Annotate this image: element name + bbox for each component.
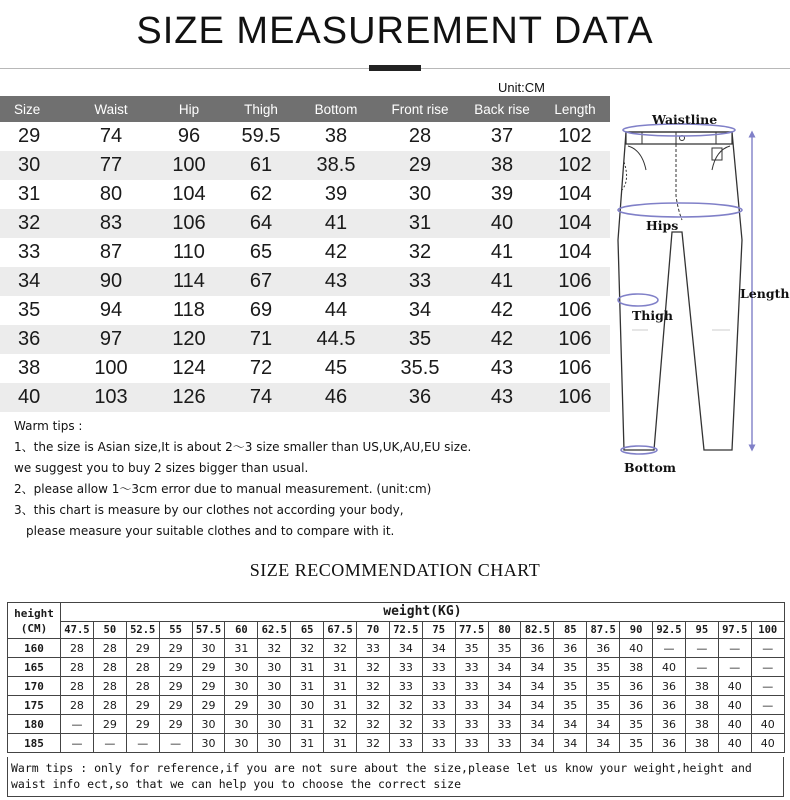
title-divider-accent bbox=[369, 65, 421, 71]
size-measurement-table bbox=[0, 96, 610, 412]
size-cell: 74 bbox=[70, 122, 152, 151]
size-cell: 42 bbox=[464, 325, 540, 354]
recommended-size-cell: 40 bbox=[718, 715, 751, 734]
weight-col-header: 55 bbox=[159, 621, 192, 639]
size-cell: 72 bbox=[226, 354, 296, 383]
recommended-size-cell: 28 bbox=[126, 658, 159, 677]
recommended-size-cell: 34 bbox=[554, 715, 587, 734]
recommended-size-cell: 38 bbox=[620, 658, 653, 677]
size-cell: 62 bbox=[226, 180, 296, 209]
height-cell: 170 bbox=[8, 677, 61, 696]
recommended-size-cell: 40 bbox=[653, 658, 686, 677]
size-cell: 118 bbox=[152, 296, 226, 325]
recommended-size-cell: 30 bbox=[225, 734, 258, 753]
recommended-size-cell: — bbox=[126, 734, 159, 753]
recommended-size-cell: 35 bbox=[554, 658, 587, 677]
size-cell: 67 bbox=[226, 267, 296, 296]
size-cell: 124 bbox=[152, 354, 226, 383]
recommended-size-cell: — bbox=[685, 639, 718, 658]
size-col-header: Bottom bbox=[296, 96, 376, 122]
recommended-size-cell: 34 bbox=[521, 734, 554, 753]
length-label: Length bbox=[740, 286, 790, 301]
size-cell: 106 bbox=[540, 354, 610, 383]
recommended-size-cell: 28 bbox=[61, 658, 94, 677]
recommended-size-cell: 30 bbox=[192, 639, 225, 658]
weight-col-header: 80 bbox=[488, 621, 521, 639]
size-cell: 41 bbox=[464, 267, 540, 296]
recommended-size-cell: 33 bbox=[422, 715, 455, 734]
size-cell: 42 bbox=[464, 296, 540, 325]
weight-col-header: 47.5 bbox=[61, 621, 94, 639]
recommended-size-cell: 29 bbox=[126, 639, 159, 658]
thigh-label: Thigh bbox=[632, 308, 673, 323]
size-cell: 97 bbox=[70, 325, 152, 354]
recommended-size-cell: 29 bbox=[126, 696, 159, 715]
recommended-size-cell: 40 bbox=[718, 677, 751, 696]
recommended-size-cell: 33 bbox=[422, 677, 455, 696]
weight-col-header: 52.5 bbox=[126, 621, 159, 639]
recommended-size-cell: 30 bbox=[291, 696, 324, 715]
recommended-size-cell: 35 bbox=[620, 715, 653, 734]
size-cell: 43 bbox=[464, 383, 540, 412]
recommended-size-cell: 31 bbox=[291, 658, 324, 677]
pants-measurement-diagram bbox=[612, 110, 790, 480]
page-title: SIZE MEASUREMENT DATA bbox=[136, 10, 654, 52]
recommended-size-cell: 29 bbox=[159, 658, 192, 677]
recommended-size-cell: — bbox=[159, 734, 192, 753]
recommended-size-cell: 30 bbox=[192, 715, 225, 734]
size-col-header: Hip bbox=[152, 96, 226, 122]
size-cell: 45 bbox=[296, 354, 376, 383]
recommended-size-cell: 40 bbox=[718, 696, 751, 715]
recommended-size-cell: 32 bbox=[258, 639, 291, 658]
size-cell: 40 bbox=[0, 383, 70, 412]
recommended-size-cell: 33 bbox=[422, 696, 455, 715]
size-cell: 28 bbox=[376, 122, 464, 151]
recommended-size-cell: 34 bbox=[488, 677, 521, 696]
recommended-size-cell: — bbox=[61, 715, 94, 734]
recommended-size-cell: 33 bbox=[422, 734, 455, 753]
size-cell: 126 bbox=[152, 383, 226, 412]
height-cell: 160 bbox=[8, 639, 61, 658]
table-row bbox=[8, 639, 785, 658]
size-cell: 44.5 bbox=[296, 325, 376, 354]
recommended-size-cell: 30 bbox=[258, 696, 291, 715]
tip-line: please measure your suitable clothes and to compare with it. bbox=[26, 524, 395, 538]
recommended-size-cell: 33 bbox=[389, 677, 422, 696]
recommended-size-cell: — bbox=[751, 696, 784, 715]
size-cell: 71 bbox=[226, 325, 296, 354]
recommended-size-cell: 31 bbox=[324, 677, 357, 696]
size-cell: 38 bbox=[464, 151, 540, 180]
recommended-size-cell: 31 bbox=[291, 734, 324, 753]
recommended-size-cell: 34 bbox=[521, 715, 554, 734]
waistline-label: Waistline bbox=[652, 112, 718, 127]
size-cell: 36 bbox=[376, 383, 464, 412]
recommended-size-cell: 36 bbox=[554, 639, 587, 658]
table-row bbox=[0, 383, 610, 412]
weight-col-header: 82.5 bbox=[521, 621, 554, 639]
size-cell: 114 bbox=[152, 267, 226, 296]
recommended-size-cell: 30 bbox=[258, 677, 291, 696]
size-cell: 102 bbox=[540, 122, 610, 151]
height-cell: 165 bbox=[8, 658, 61, 677]
recommended-size-cell: — bbox=[718, 639, 751, 658]
recommended-size-cell: — bbox=[653, 639, 686, 658]
recommended-size-cell: 34 bbox=[521, 696, 554, 715]
warm-tips bbox=[14, 416, 604, 542]
recommended-size-cell: 30 bbox=[225, 658, 258, 677]
weight-col-header: 85 bbox=[554, 621, 587, 639]
tip-line: 1、the size is Asian size,It is about 2～3 size smaller than US,UK,AU,EU size. bbox=[14, 440, 472, 454]
size-table-body bbox=[0, 122, 610, 412]
size-cell: 34 bbox=[376, 296, 464, 325]
recommended-size-cell: 35 bbox=[587, 677, 620, 696]
size-cell: 35 bbox=[0, 296, 70, 325]
recommended-size-cell: 36 bbox=[653, 734, 686, 753]
tip-line: 3、this chart is measure by our clothes not according your body, bbox=[14, 503, 404, 517]
weight-col-header: 97.5 bbox=[718, 621, 751, 639]
recommended-size-cell: — bbox=[61, 734, 94, 753]
weight-col-header: 90 bbox=[620, 621, 653, 639]
weight-header: weight(KG) bbox=[61, 603, 785, 622]
recommended-size-cell: 38 bbox=[685, 715, 718, 734]
table-row bbox=[0, 296, 610, 325]
size-cell: 65 bbox=[226, 238, 296, 267]
recommended-size-cell: 29 bbox=[192, 658, 225, 677]
recommended-size-cell: — bbox=[751, 658, 784, 677]
weight-col-header: 60 bbox=[225, 621, 258, 639]
size-col-header: Back rise bbox=[464, 96, 540, 122]
recommended-size-cell: 33 bbox=[389, 734, 422, 753]
recommended-size-cell: 32 bbox=[291, 639, 324, 658]
recommended-size-cell: 32 bbox=[357, 658, 390, 677]
size-cell: 36 bbox=[0, 325, 70, 354]
size-cell: 64 bbox=[226, 209, 296, 238]
recommended-size-cell: 33 bbox=[422, 658, 455, 677]
recommended-size-cell: 34 bbox=[389, 639, 422, 658]
unit-label: Unit:CM bbox=[498, 80, 545, 95]
size-col-header: Thigh bbox=[226, 96, 296, 122]
size-cell: 31 bbox=[0, 180, 70, 209]
recommendation-title: SIZE RECOMMENDATION CHART bbox=[249, 560, 541, 580]
size-cell: 110 bbox=[152, 238, 226, 267]
size-cell: 42 bbox=[296, 238, 376, 267]
size-col-header: Waist bbox=[70, 96, 152, 122]
recommended-size-cell: — bbox=[751, 677, 784, 696]
recommended-size-cell: 34 bbox=[587, 734, 620, 753]
height-cell: 180 bbox=[8, 715, 61, 734]
table-row bbox=[0, 151, 610, 180]
recommended-size-cell: 29 bbox=[159, 639, 192, 658]
size-col-header: Front rise bbox=[376, 96, 464, 122]
size-cell: 37 bbox=[464, 122, 540, 151]
table-row bbox=[8, 696, 785, 715]
recommended-size-cell: 34 bbox=[521, 658, 554, 677]
size-cell: 32 bbox=[0, 209, 70, 238]
recommended-size-cell: 36 bbox=[653, 696, 686, 715]
size-cell: 38 bbox=[296, 122, 376, 151]
weight-col-header: 70 bbox=[357, 621, 390, 639]
recommended-size-cell: 35 bbox=[587, 658, 620, 677]
recommended-size-cell: 33 bbox=[455, 696, 488, 715]
recommended-size-cell: 35 bbox=[488, 639, 521, 658]
recommended-size-cell: — bbox=[93, 734, 126, 753]
size-cell: 120 bbox=[152, 325, 226, 354]
recommended-size-cell: 33 bbox=[455, 658, 488, 677]
tip-line: 2、please allow 1～3cm error due to manual measurement. (unit:cm) bbox=[14, 482, 432, 496]
recommended-size-cell: 30 bbox=[258, 658, 291, 677]
recommended-size-cell: 32 bbox=[357, 677, 390, 696]
recommended-size-cell: 38 bbox=[685, 677, 718, 696]
size-cell: 104 bbox=[540, 180, 610, 209]
weight-col-header: 57.5 bbox=[192, 621, 225, 639]
size-cell: 77 bbox=[70, 151, 152, 180]
size-cell: 104 bbox=[152, 180, 226, 209]
recommended-size-cell: 28 bbox=[93, 639, 126, 658]
size-cell: 31 bbox=[376, 209, 464, 238]
recommended-size-cell: 31 bbox=[324, 696, 357, 715]
size-cell: 46 bbox=[296, 383, 376, 412]
recommended-size-cell: 40 bbox=[718, 734, 751, 753]
size-cell: 61 bbox=[226, 151, 296, 180]
recommended-size-cell: 32 bbox=[357, 715, 390, 734]
size-cell: 35.5 bbox=[376, 354, 464, 383]
recommended-size-cell: 28 bbox=[61, 677, 94, 696]
size-cell: 100 bbox=[70, 354, 152, 383]
tips-heading: Warm tips : bbox=[14, 419, 83, 433]
recommended-size-cell: 35 bbox=[587, 696, 620, 715]
recommended-size-cell: 31 bbox=[291, 677, 324, 696]
size-cell: 104 bbox=[540, 209, 610, 238]
recommended-size-cell: 28 bbox=[61, 639, 94, 658]
size-cell: 94 bbox=[70, 296, 152, 325]
recommended-size-cell: 29 bbox=[192, 677, 225, 696]
size-cell: 41 bbox=[464, 238, 540, 267]
recommended-size-cell: 35 bbox=[620, 734, 653, 753]
recommendation-table-body bbox=[8, 639, 785, 753]
recommended-size-cell: 28 bbox=[61, 696, 94, 715]
recommended-size-cell: 34 bbox=[422, 639, 455, 658]
recommended-size-cell: 36 bbox=[521, 639, 554, 658]
recommended-size-cell: 30 bbox=[225, 715, 258, 734]
size-cell: 104 bbox=[540, 238, 610, 267]
tip-line: we suggest you to buy 2 sizes bigger than usual. bbox=[14, 461, 309, 475]
height-header-unit: (CM) bbox=[20, 621, 48, 635]
recommended-size-cell: 30 bbox=[258, 715, 291, 734]
recommended-size-cell: 33 bbox=[488, 715, 521, 734]
recommended-size-cell: 33 bbox=[357, 639, 390, 658]
hips-label: Hips bbox=[646, 218, 679, 233]
weight-col-header: 65 bbox=[291, 621, 324, 639]
weight-col-header: 72.5 bbox=[389, 621, 422, 639]
recommended-size-cell: 30 bbox=[225, 677, 258, 696]
recommended-size-cell: 28 bbox=[126, 677, 159, 696]
size-cell: 30 bbox=[0, 151, 70, 180]
recommendation-footer-tips: Warm tips : only for reference,if you are not sure about the size,please let us know your weight,height and waist info ect,so that we can help you to choose the correct size bbox=[7, 757, 784, 797]
size-cell: 32 bbox=[376, 238, 464, 267]
bottom-label: Bottom bbox=[624, 460, 677, 475]
size-cell: 103 bbox=[70, 383, 152, 412]
size-cell: 87 bbox=[70, 238, 152, 267]
size-cell: 44 bbox=[296, 296, 376, 325]
recommended-size-cell: 40 bbox=[751, 715, 784, 734]
height-header-label: height bbox=[14, 606, 54, 620]
recommended-size-cell: 32 bbox=[324, 715, 357, 734]
table-row bbox=[8, 734, 785, 753]
size-cell: 106 bbox=[540, 296, 610, 325]
recommended-size-cell: 29 bbox=[159, 715, 192, 734]
recommended-size-cell: 31 bbox=[291, 715, 324, 734]
table-row bbox=[0, 325, 610, 354]
size-cell: 33 bbox=[376, 267, 464, 296]
recommended-size-cell: 28 bbox=[93, 696, 126, 715]
recommended-size-cell: 36 bbox=[620, 696, 653, 715]
table-row bbox=[8, 677, 785, 696]
table-row bbox=[0, 122, 610, 151]
size-cell: 29 bbox=[376, 151, 464, 180]
recommended-size-cell: 40 bbox=[751, 734, 784, 753]
recommended-size-cell: 33 bbox=[389, 658, 422, 677]
recommended-size-cell: 36 bbox=[587, 639, 620, 658]
size-cell: 43 bbox=[296, 267, 376, 296]
size-cell: 40 bbox=[464, 209, 540, 238]
size-col-header: Length bbox=[540, 96, 610, 122]
recommended-size-cell: 29 bbox=[159, 696, 192, 715]
recommended-size-cell: — bbox=[685, 658, 718, 677]
size-col-header: Size bbox=[0, 96, 70, 122]
recommended-size-cell: 36 bbox=[620, 677, 653, 696]
recommended-size-cell: 31 bbox=[324, 734, 357, 753]
recommended-size-cell: 29 bbox=[225, 696, 258, 715]
recommended-size-cell: 34 bbox=[521, 677, 554, 696]
recommended-size-cell: 35 bbox=[554, 677, 587, 696]
recommended-size-cell: 29 bbox=[126, 715, 159, 734]
weight-col-header: 50 bbox=[93, 621, 126, 639]
weight-col-header: 77.5 bbox=[455, 621, 488, 639]
recommended-size-cell: 32 bbox=[389, 715, 422, 734]
recommended-size-cell: 34 bbox=[554, 734, 587, 753]
weight-col-header: 62.5 bbox=[258, 621, 291, 639]
recommended-size-cell: 28 bbox=[93, 677, 126, 696]
weight-col-header: 87.5 bbox=[587, 621, 620, 639]
weight-col-header: 100 bbox=[751, 621, 784, 639]
recommended-size-cell: 29 bbox=[159, 677, 192, 696]
recommended-size-cell: 34 bbox=[587, 715, 620, 734]
size-cell: 38 bbox=[0, 354, 70, 383]
recommended-size-cell: 32 bbox=[357, 696, 390, 715]
height-cell: 185 bbox=[8, 734, 61, 753]
weight-col-header: 95 bbox=[685, 621, 718, 639]
weight-col-header: 67.5 bbox=[324, 621, 357, 639]
size-recommendation-table bbox=[7, 602, 785, 753]
size-cell: 29 bbox=[0, 122, 70, 151]
size-cell: 33 bbox=[0, 238, 70, 267]
weight-col-header: 75 bbox=[422, 621, 455, 639]
size-cell: 90 bbox=[70, 267, 152, 296]
recommended-size-cell: — bbox=[751, 639, 784, 658]
recommended-size-cell: 31 bbox=[324, 658, 357, 677]
size-cell: 106 bbox=[540, 267, 610, 296]
recommended-size-cell: 32 bbox=[324, 639, 357, 658]
recommended-size-cell: 28 bbox=[93, 658, 126, 677]
size-cell: 80 bbox=[70, 180, 152, 209]
size-cell: 96 bbox=[152, 122, 226, 151]
table-row bbox=[0, 209, 610, 238]
recommended-size-cell: 40 bbox=[620, 639, 653, 658]
height-header bbox=[8, 603, 61, 639]
recommended-size-cell: — bbox=[718, 658, 751, 677]
size-cell: 106 bbox=[152, 209, 226, 238]
recommended-size-cell: 33 bbox=[455, 677, 488, 696]
recommended-size-cell: 38 bbox=[685, 734, 718, 753]
size-cell: 39 bbox=[296, 180, 376, 209]
table-row bbox=[0, 267, 610, 296]
size-cell: 43 bbox=[464, 354, 540, 383]
recommended-size-cell: 35 bbox=[455, 639, 488, 658]
size-cell: 69 bbox=[226, 296, 296, 325]
table-row bbox=[8, 658, 785, 677]
recommended-size-cell: 33 bbox=[455, 715, 488, 734]
recommended-size-cell: 31 bbox=[225, 639, 258, 658]
recommended-size-cell: 32 bbox=[357, 734, 390, 753]
table-row bbox=[0, 354, 610, 383]
recommended-size-cell: 35 bbox=[554, 696, 587, 715]
table-row bbox=[0, 238, 610, 267]
recommended-size-cell: 36 bbox=[653, 677, 686, 696]
recommended-size-cell: 36 bbox=[653, 715, 686, 734]
size-cell: 106 bbox=[540, 383, 610, 412]
recommended-size-cell: 29 bbox=[93, 715, 126, 734]
recommended-size-cell: 32 bbox=[389, 696, 422, 715]
size-cell: 100 bbox=[152, 151, 226, 180]
size-cell: 38.5 bbox=[296, 151, 376, 180]
recommended-size-cell: 34 bbox=[488, 658, 521, 677]
size-cell: 39 bbox=[464, 180, 540, 209]
recommended-size-cell: 38 bbox=[685, 696, 718, 715]
table-row bbox=[0, 180, 610, 209]
recommended-size-cell: 33 bbox=[455, 734, 488, 753]
weight-col-header: 92.5 bbox=[653, 621, 686, 639]
size-cell: 83 bbox=[70, 209, 152, 238]
size-cell: 106 bbox=[540, 325, 610, 354]
size-table-header bbox=[0, 96, 610, 122]
size-cell: 59.5 bbox=[226, 122, 296, 151]
weights-header-row bbox=[8, 621, 785, 639]
size-cell: 41 bbox=[296, 209, 376, 238]
recommended-size-cell: 30 bbox=[258, 734, 291, 753]
recommended-size-cell: 33 bbox=[488, 734, 521, 753]
recommended-size-cell: 34 bbox=[488, 696, 521, 715]
size-cell: 34 bbox=[0, 267, 70, 296]
size-cell: 30 bbox=[376, 180, 464, 209]
size-cell: 102 bbox=[540, 151, 610, 180]
height-cell: 175 bbox=[8, 696, 61, 715]
size-cell: 35 bbox=[376, 325, 464, 354]
size-cell: 74 bbox=[226, 383, 296, 412]
recommended-size-cell: 29 bbox=[192, 696, 225, 715]
recommended-size-cell: 30 bbox=[192, 734, 225, 753]
table-row bbox=[8, 715, 785, 734]
